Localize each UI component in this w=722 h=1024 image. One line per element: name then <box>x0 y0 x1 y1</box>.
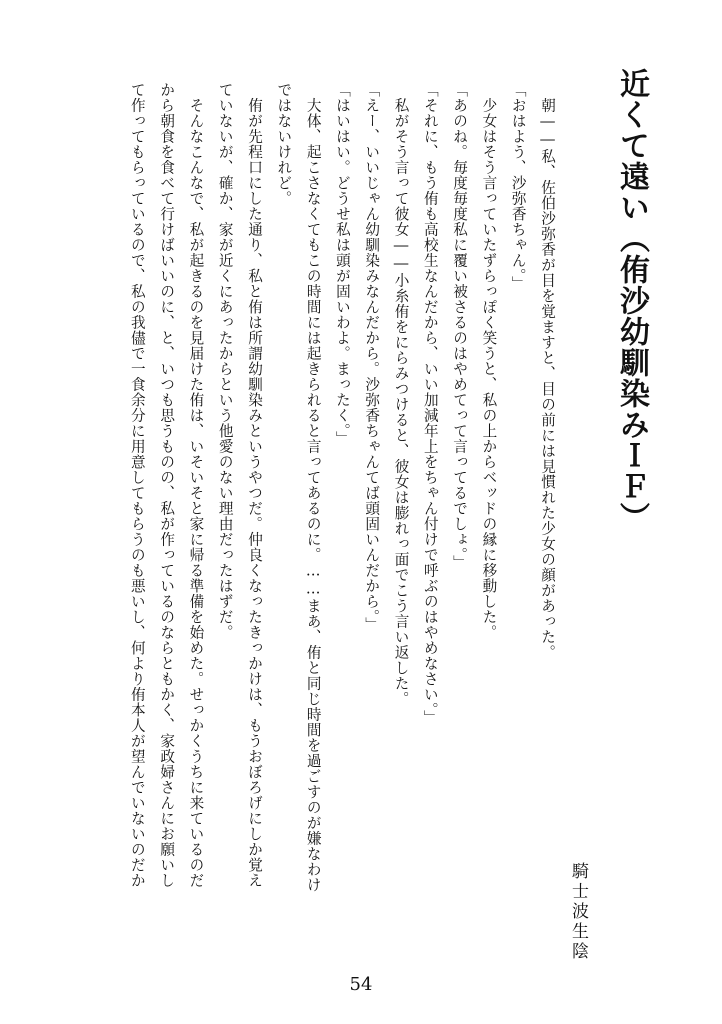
text-line: ではないけれど。 <box>275 82 293 206</box>
text-line: 「えー、いいじゃん幼馴染みなんだから。沙弥香ちゃんてば頭固いんだから。」 <box>363 82 381 633</box>
text-line: 「それに、もう侑も高校生なんだから、いい加減年上をちゃん付けで呼ぶのはやめなさい。」 <box>421 82 439 726</box>
page-number: 54 <box>349 974 373 995</box>
text-line: 侑が先程口にした通り、私と侑は所謂幼馴染みというやつだ。仲良くなったきっかけは、もうおぼろげにしか覚え <box>246 82 264 888</box>
author-name: 騎士波生陰 <box>568 862 588 962</box>
text-line: ていないが、確か、家が近くにあったからという他愛のない理由だったはずだ。 <box>216 82 234 640</box>
text-line: 朝――私、佐伯沙弥香が目を覚ますと、目の前には見慣れた少女の顔があった。 <box>539 82 556 661</box>
story-title: 近くて遠い（侑沙幼馴染みＩＦ） <box>614 68 649 533</box>
text-line: 「はいはい。どうせ私は頭が固いわよ。まったく。」 <box>333 82 351 447</box>
text-line: 私がそう言って彼女――小糸侑をにらみつけると、彼女は膨れっ面でこう言い返した。 <box>392 82 410 707</box>
text-line: 「あのね。毎度毎度私に覆い被さるのはやめてって言ってるでしょ。」 <box>451 82 469 571</box>
body-text <box>92 82 562 988</box>
text-line: そんなこんなで、私が起きるのを見届けた侑は、いそいそと家に帰る準備を始めた。せっかくうちに来ているのだ <box>187 82 205 888</box>
text-line: 大体、起こさなくてもこの時間には起きられると言ってあるのに。……まあ、侑と同じ時間を過ごすのが嫌なわけ <box>304 82 322 893</box>
text-line: 「おはよう、沙弥香ちゃん。」 <box>509 82 527 292</box>
text-line: て作ってもらっているので、私の我儘で一食余分に用意してもらうのも悪いし、何より侑本人が望んでいないのだか <box>128 82 146 888</box>
text-line: 少女はそう言っていたずらっぽく笑うと、私の上からベッドの縁に移動した。 <box>480 82 498 640</box>
text-line: から朝食を食べて行けばいいのに、と、いつも思うものの、私が作っているのならともかく、家政婦さんにお願いし <box>158 82 176 888</box>
